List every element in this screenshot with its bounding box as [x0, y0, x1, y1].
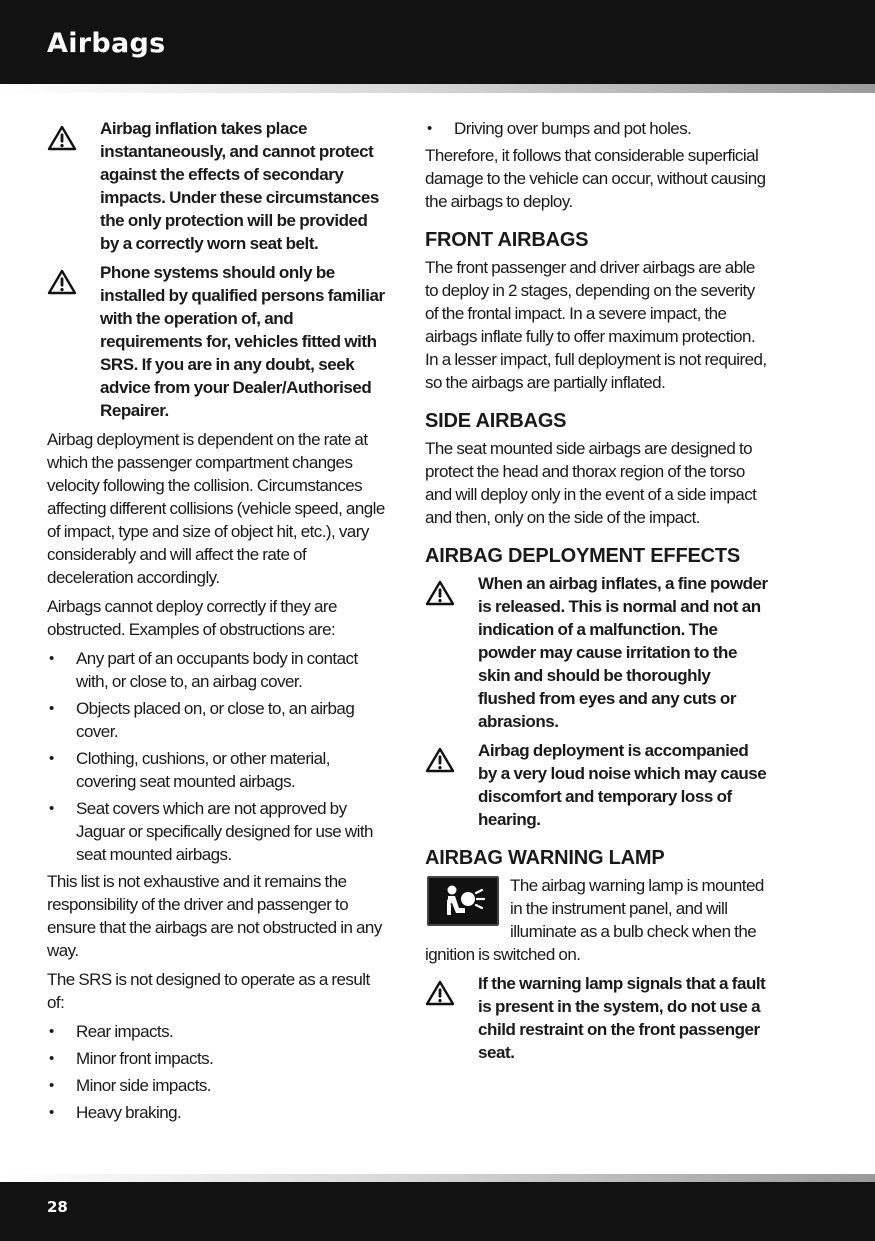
warning-triangle-icon — [425, 572, 478, 606]
warning-block — [425, 739, 770, 831]
warning-text: Airbag inflation takes place instantaneously, and cannot protect against the effects of secondary impacts. Under these circumstances the only protection will be provided by a correctly worn seat belt. — [100, 119, 379, 253]
heading-front-airbags: FRONT AIRBAGS — [425, 229, 589, 251]
list-item: • Minor side impacts. — [47, 1074, 389, 1097]
right-column — [425, 117, 770, 1070]
paragraph-side-airbags: The seat mounted side airbags are designed to protect the head and thorax region of the torso and will deploy only in the event of a side impact and then, only on the side of the impact. — [425, 439, 757, 527]
warning-block — [47, 117, 389, 255]
list-item: • Rear impacts. — [47, 1020, 389, 1043]
warning-text: Phone systems should only be installed by qualified persons familiar with the operation of, and requirements for, vehicles fitted with SRS. If you are in any doubt, seek advice from your Dealer/Authorised Repairer. — [100, 263, 385, 420]
obstruction-list — [47, 647, 389, 866]
paragraph-not-exhaustive: This list is not exhaustive and it remains the responsibility of the driver and passenger to ensure that the airbags are not obstructed in any way. — [47, 872, 382, 960]
paragraph-not-designed: The SRS is not designed to operate as a result of: — [47, 970, 370, 1012]
left-column — [47, 117, 389, 1128]
footer-divider — [0, 1174, 875, 1182]
warning-lamp-text: The airbag warning lamp is mounted in the instrument panel, and will illuminate as a bulb check when the ignition is switched on. — [425, 876, 764, 964]
list-item: • Clothing, cushions, or other material, covering seat mounted airbags. — [47, 747, 389, 793]
list-item: • Driving over bumps and pot holes. — [425, 117, 770, 140]
warning-lamp-block — [425, 874, 770, 966]
page-title: Airbags — [47, 28, 166, 59]
paragraph-front-airbags: The front passenger and driver airbags are able to deploy in 2 stages, depending on the severity of the frontal impact. In a severe impact, the airbags inflate fully to offer maximum protection. In a lesser impact, full deployment is not required, so the airbags are partially inflated. — [425, 258, 767, 392]
warning-block — [425, 572, 770, 733]
heading-warning-lamp: AIRBAG WARNING LAMP — [425, 847, 665, 869]
warning-text: If the warning lamp signals that a fault is present in the system, do not use a child restraint on the front passenger seat. — [478, 974, 766, 1062]
footer-bar — [0, 1182, 875, 1241]
paragraph-obstructed: Airbags cannot deploy correctly if they are obstructed. Examples of obstructions are: — [47, 597, 337, 639]
header-divider — [0, 84, 875, 93]
list-item: • Objects placed on, or close to, an airbag cover. — [47, 697, 389, 743]
warning-block — [47, 261, 389, 422]
not-designed-list — [47, 1020, 389, 1124]
list-item: • Seat covers which are not approved by Jaguar or specifically designed for use with seat mounted airbags. — [47, 797, 389, 866]
airbag-warning-lamp-icon — [427, 876, 499, 926]
heading-side-airbags: SIDE AIRBAGS — [425, 410, 567, 432]
continued-list — [425, 117, 770, 140]
warning-text: When an airbag inflates, a fine powder is released. This is normal and not an indication of a malfunction. The powder may cause irritation to the skin and should be thoroughly flushed from eyes and any cuts or abrasions. — [478, 574, 768, 731]
warning-text: Airbag deployment is accompanied by a very loud noise which may cause discomfort and temporary loss of hearing. — [478, 741, 767, 829]
warning-triangle-icon — [425, 972, 478, 1006]
warning-triangle-icon — [425, 739, 478, 773]
heading-deployment-effects: AIRBAG DEPLOYMENT EFFECTS — [425, 545, 741, 567]
list-item: • Heavy braking. — [47, 1101, 389, 1124]
paragraph-therefore: Therefore, it follows that considerable superficial damage to the vehicle can occur, without causing the airbags to deploy. — [425, 146, 766, 211]
list-item: • Any part of an occupants body in contact with, or close to, an airbag cover. — [47, 647, 389, 693]
list-item: • Minor front impacts. — [47, 1047, 389, 1070]
warning-triangle-icon — [47, 117, 100, 151]
page-number: 28 — [47, 1198, 68, 1216]
paragraph-deployment: Airbag deployment is dependent on the rate at which the passenger compartment changes velocity following the collision. Circumstances affecting different collisions (vehicle speed, angle of impact, type and size of object hit, etc.), vary considerably and will affect the rate of deceleration accordingly. — [47, 430, 385, 587]
warning-block — [425, 972, 770, 1064]
warning-triangle-icon — [47, 261, 100, 295]
